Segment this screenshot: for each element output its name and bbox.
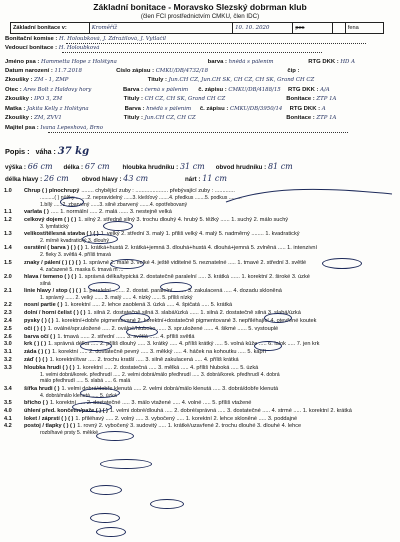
- section-title: krk ( ) ( ): [24, 341, 47, 348]
- section-number: 1.2: [4, 216, 12, 223]
- section-sub-options[interactable]: 1.bílý ......2. zbarvený ......3. silně zbarvený .......4. opotřebovaný: [40, 201, 188, 208]
- dog-name-value[interactable]: Hammetta Hope z Holštýna: [41, 59, 117, 65]
- pen-circle: [150, 499, 184, 509]
- section-options[interactable]: 1. korektní ..... 2. dostatečná ..... 3. mělká ..... 4. příliš hluboká ..... 5. úzká: [76, 364, 259, 371]
- pen-circle: [82, 234, 118, 244]
- section-options[interactable]: 1. korektní+dobře pigmentované 2. korektní+dostatečně pigmentované 3. nepřiléhající 4. otevřené koutek: [55, 318, 317, 324]
- mother-reg-value[interactable]: CMKU/DB/3950/14: [229, 106, 283, 112]
- section-options[interactable]: 1. silný 2. středně silný 3. trochu dlouhý 4. hrubý 5. těžký ...... 1. suchý 2. málo suchý: [78, 216, 289, 223]
- dog-name-label: Jméno psa :: [5, 59, 40, 65]
- bonitation-place-value[interactable]: Kroměříž: [90, 23, 233, 33]
- section-row: [4, 334, 398, 340]
- section-title: záď ( ) ( ): [24, 357, 48, 363]
- section-options[interactable]: 1. tmavá ...... 2. střední ...... 3. světlá ...... 4. příliš světlá: [57, 333, 195, 340]
- pen-circle: [60, 197, 84, 207]
- dog-exam-row: [5, 77, 397, 84]
- section-title: nosní partie ( ): [24, 302, 63, 309]
- head-girth-label: obvod hlavy :: [81, 176, 122, 183]
- section-options[interactable]: 1. velmi dobrá/dobře klenutá ..... 2. velmi dobrá/málo klenutá ..... 3. dobrá/dobře klenutá: [61, 385, 279, 392]
- mother-rtg-value[interactable]: A: [321, 106, 326, 112]
- pen-circle: [96, 527, 126, 537]
- measure-row-1: [5, 162, 397, 173]
- section-sub-options[interactable]: 4. začazené 5. maska 6. tmavá m ...: [40, 266, 124, 273]
- section-title: hloubka hrudi ( ) ( ): [24, 364, 75, 371]
- section-sub-options[interactable]: rozbíhavé prsty 5. měkké: [40, 430, 98, 437]
- section-number: 1.1: [4, 208, 12, 215]
- pen-circle: [96, 431, 134, 441]
- section-title: linie hlavy / stop ( ) ( ): [24, 288, 82, 295]
- section-number: 2.5: [4, 325, 12, 332]
- dog-rtg-value[interactable]: HD A: [340, 59, 355, 65]
- section-number: 3.1: [4, 349, 12, 356]
- section-number: 2.4: [4, 318, 12, 324]
- mother-color-value[interactable]: hnědá s pálením: [146, 106, 192, 112]
- pen-circle: [103, 221, 133, 231]
- leader-underline: [62, 52, 322, 53]
- section-sub-options[interactable]: ..........( ) nůžky ........2. nepravidelný ......3. klešťový .......4. předkus .......5. podkus .........: [40, 195, 242, 201]
- section-number: 2.2: [4, 302, 12, 309]
- chest-girth-label: obvod hrudníku :: [215, 164, 267, 171]
- section-number: 3.0: [4, 341, 12, 348]
- section-title: barva očí ( ): [24, 333, 56, 340]
- bonitation-date-value[interactable]: 10. 10. 2020: [233, 23, 293, 33]
- section-row: [4, 365, 398, 371]
- mother-titles-label: Tituly :: [123, 115, 143, 121]
- section-title: varlata ( ): [24, 208, 49, 215]
- height-label: výška :: [5, 164, 26, 171]
- form-subtitle: (člen FCI prostřednictvím CMKU, člen IDC): [140, 13, 260, 20]
- length-value[interactable]: 67 cm: [84, 162, 110, 171]
- committee-row: [5, 36, 397, 43]
- mother-reg-label: č. zápisu :: [199, 106, 229, 112]
- pen-circle: [90, 513, 120, 523]
- dog-dob-row: [5, 68, 397, 75]
- pen-circle: [264, 313, 292, 323]
- father-exam-value[interactable]: IPO 3, ZM: [34, 96, 63, 102]
- section-options[interactable]: 1. oválné/spr.uložené ..... 2. oválné/hluboko ...... 3. spr.uložené ...... 4. šikmé ...... 5. vystouplé: [47, 325, 279, 332]
- mother-exam-label: Zkoušky :: [5, 115, 33, 121]
- owner-label: Majitel psa :: [5, 125, 39, 131]
- section-number: 3.3: [4, 364, 12, 371]
- father-bon-value[interactable]: ZTP 1A: [316, 96, 337, 102]
- section-title: břicho ( ): [24, 399, 48, 406]
- section-title: celkový dojem ( ) ( ): [24, 216, 77, 223]
- section-row: [4, 245, 398, 251]
- section-row: [4, 217, 398, 223]
- section-row: [4, 341, 398, 347]
- section-options[interactable]: ........ chybějící zuby : ..................... přebývající zuby : .............: [81, 188, 235, 194]
- section-options[interactable]: 1. korektní/tvar ..... 2. trochu kratší ..... 3. silně zakulacená ..... 4. příliš krátká: [49, 357, 239, 363]
- section-options[interactable]: 1. silná 2. dostatečně silná 3. slabá/úzká ...... 1. silná 2. dostatečně silná 3. slabá/úzká: [87, 310, 301, 317]
- table-spacer: [333, 23, 345, 33]
- section-number: 4.1: [4, 415, 12, 422]
- pen-circle: [120, 313, 150, 323]
- height-value[interactable]: 66 cm: [27, 162, 53, 171]
- description-label: Popis :: [5, 147, 30, 156]
- section-row: [4, 400, 398, 406]
- section-number: 2.3: [4, 310, 12, 317]
- pen-circle: [160, 282, 192, 292]
- section-number: 4.2: [4, 423, 12, 430]
- head-length-value[interactable]: 26 cm: [43, 174, 69, 183]
- mother-exam-value[interactable]: ZM, ZVV1: [34, 115, 62, 121]
- section-row: [4, 408, 398, 414]
- sex-bitch-option[interactable]: fena: [347, 25, 359, 31]
- section-sub-options[interactable]: 2. mírně kvadratický 3. dlouhý: [40, 237, 109, 244]
- dog-rtg-label: RTG DKK :: [308, 59, 339, 65]
- section-number: 1.0: [4, 188, 12, 194]
- section-row: [4, 318, 398, 324]
- dog-dob-value[interactable]: 11.7.2018: [54, 68, 82, 74]
- father-rtg-value[interactable]: A/A: [320, 87, 330, 93]
- section-row: [4, 416, 398, 422]
- section-options[interactable]: 1. korektní ..... 2. lehce zaoblená 3. úzká ..... 4. špičatá ..... 5. krátká: [64, 302, 233, 309]
- section-title: znaky / pálení ( ) ( ) ( ): [24, 259, 81, 266]
- section-sub-options[interactable]: málo předhrudí ..... 5. slabá ..... 6. malá: [40, 378, 131, 385]
- mother-exam-row: [5, 115, 397, 122]
- section-title: hlava / temeno ( ) ( ): [24, 273, 77, 280]
- father-reg-value[interactable]: CMKU/DB/4188/15: [228, 87, 281, 93]
- mother-value[interactable]: Jakita Kelly z Holštýna: [26, 106, 89, 112]
- pen-circle: [90, 485, 122, 495]
- section-options[interactable]: 1. rovný 2. vybočený 3. sudovitý ..... 1. krátké/uzavřené 2. trochu dlouhé 3. dlouhé 4. lehce: [77, 423, 302, 430]
- owner-value[interactable]: Ivana Lepeshová, Brno: [40, 125, 103, 131]
- section-number: 1.3: [4, 230, 12, 237]
- weight-value[interactable]: 37 kg: [57, 146, 90, 157]
- mother-bon-label: Bonitace :: [286, 115, 315, 121]
- head-length-label: délka hlavy :: [5, 176, 43, 183]
- section-title: pysky ( ) ( ): [24, 318, 54, 324]
- section-row: [4, 209, 398, 215]
- section-title: loket / záprstí ( ) ( ): [24, 415, 74, 422]
- section-number: 2.0: [4, 273, 12, 280]
- section-title: oči ( ) ( ): [24, 325, 46, 332]
- pen-circle: [80, 341, 112, 351]
- metatarsus-value[interactable]: 11 cm: [202, 174, 227, 183]
- father-reg-label: č. zápisu :: [198, 87, 227, 93]
- length-label: délka :: [63, 164, 84, 171]
- father-exam-label: Zkoušky :: [5, 96, 33, 102]
- dog-color-value[interactable]: hnědá s pálením: [228, 59, 274, 65]
- weight-row: [5, 146, 397, 158]
- sex-dog-option[interactable]: pes: [293, 23, 333, 33]
- mother-label: Matka :: [5, 106, 26, 112]
- section-title: postoj / tlapky ( ) ( ): [24, 423, 76, 430]
- metatarsus-label: nárt :: [184, 176, 201, 183]
- mother-row: [5, 106, 397, 113]
- section-sub-options[interactable]: 4. dobrá/málo klenutá ..... 5. úzká: [40, 392, 117, 399]
- section-sub-options[interactable]: 2. fleky 3. světlá 4. příliš tmavá: [40, 252, 111, 259]
- section-options[interactable]: 1. paralelní ........ 2. dostat. paralelní ........ 3. zakulacená ..... 4. dozadu skloněná: [83, 288, 282, 295]
- father-color-label: Barva :: [122, 87, 143, 93]
- bonitation-place-label: Základní bonitace v:: [11, 23, 90, 33]
- form-title: Základní bonitace - Moravsko Slezský dobrman klub: [93, 2, 307, 12]
- chest-depth-value[interactable]: 31 cm: [179, 162, 205, 171]
- dog-titles-label: Tituly :: [147, 77, 167, 83]
- father-bon-label: Bonitace :: [286, 96, 315, 102]
- section-row: [4, 349, 398, 355]
- section-number: 1.5: [4, 259, 12, 266]
- section-number: 2.6: [4, 333, 12, 340]
- section-options[interactable]: 1. správná délka/typická 2. dostatečně paralelní ..... 3. krátká ...... 1. korektní 2. široké 3. úzké: [78, 273, 310, 280]
- section-options[interactable]: 1. krátká+hustá 2. krátká+jemná 3. dlouhá+hustá 4. dlouhá+jemná 5. zvlněná ..... 1. intenzivní: [84, 245, 318, 252]
- section-options[interactable]: 1. velmi dobré/dlouhá ..... 2. dobré/správná ..... 3. dostatečné ..... 4. strmé ..... 1. korektní 2. krátká: [109, 407, 352, 414]
- section-title: velikost/tělesná stavba ( ) ( ): [24, 230, 99, 237]
- owner-row: [5, 125, 397, 132]
- section-options[interactable]: 1. korektní ..... 2. dostatečné ..... 3. málo vtažené ..... 4. volné ..... 5. příliš vtažené: [49, 399, 252, 406]
- father-rtg-label: RTG DKK :: [288, 87, 319, 93]
- section-title: šířka hrudi ( ): [24, 385, 60, 392]
- pen-circle: [110, 259, 144, 269]
- section-number: 2.1: [4, 288, 12, 295]
- mother-titles-value[interactable]: Jun.CH CZ, CH CZ: [144, 115, 196, 121]
- dog-titles-value[interactable]: Jun.CH CZ, Jun.CH SK, CH CZ, CH SK, Grand CH CZ: [168, 77, 315, 83]
- header-table: [10, 22, 384, 34]
- section-row: [4, 274, 398, 280]
- section-sub-options[interactable]: 1. velmi dobrá/korek. předhrudí ..... 2. velmi dobrá/málo předhrudí ..... 3. dobrá/korek. předhrudí 4. dobrá: [40, 371, 280, 378]
- dog-reg-label: Číslo zápisu :: [116, 68, 155, 74]
- pen-circle: [72, 402, 112, 412]
- pen-stroke: [224, 184, 394, 206]
- mother-color-label: Barva :: [124, 106, 145, 112]
- section-title: dolní / horní čelist ( ) ( ): [24, 310, 86, 317]
- pen-circle: [100, 459, 152, 469]
- section-row: [4, 326, 398, 332]
- father-titles-value[interactable]: CH CZ, CH SK, Grand CH CZ: [144, 96, 226, 102]
- section-number: 1.4: [4, 245, 12, 252]
- father-titles-label: Tituly :: [123, 96, 143, 102]
- section-sub-options[interactable]: 1. správný ...... 2. velký ...... 3. malý ...... 4. nízký ...... 5. příliš nízký: [40, 295, 193, 302]
- dog-name-row: [5, 59, 397, 66]
- section-row: [4, 357, 398, 363]
- section-options[interactable]: 1. správné 2. malé 3. velké 4. ještě viditelné 5. neznatelné ..... 1. tmavé 2. střední 3. světlé: [82, 259, 307, 266]
- section-options[interactable]: 1. korektní ..... 2. dostatečně pevný ..... 3. měkký ..... 4. háček na kohoutku ..... 5. kapří: [52, 349, 267, 356]
- section-title: úhlení před. končetin/paže ( ) ( ): [24, 407, 108, 414]
- section-sub-options[interactable]: 3. lymfatický: [40, 223, 69, 230]
- dog-color-label: barva :: [207, 59, 227, 65]
- committee-label: Bonitační komise :: [5, 36, 58, 42]
- section-row: [4, 310, 398, 316]
- section-options[interactable]: ..... 1. normální ..... 2. malá ...... 3. nestejně velká: [50, 208, 172, 215]
- head-girth-value[interactable]: 43 cm: [123, 174, 149, 183]
- dog-reg-value[interactable]: CMKU/DB/4732/18: [155, 68, 209, 74]
- pen-circle: [80, 388, 120, 398]
- owner-underline: [48, 132, 348, 133]
- pen-circle: [126, 327, 158, 337]
- dog-chip-label: čip :: [287, 68, 300, 74]
- father-label: Otec :: [5, 87, 22, 93]
- section-row: [4, 302, 398, 308]
- mother-rtg-label: RTG DKK :: [289, 106, 321, 112]
- section-title: záda ( ) ( ): [24, 349, 51, 356]
- weight-label: váha :: [35, 149, 56, 156]
- leader-label: Vedoucí bonitace :: [5, 45, 58, 51]
- chest-depth-label: hloubka hrudníku :: [122, 164, 179, 171]
- pen-circle: [254, 341, 282, 351]
- section-number: 3.5: [4, 399, 12, 406]
- section-number: 4.0: [4, 407, 12, 414]
- section-number: 3.2: [4, 357, 12, 363]
- leader-value[interactable]: H. Holoubková: [58, 45, 100, 51]
- pen-circle: [88, 282, 120, 292]
- pen-circle: [322, 258, 362, 269]
- father-exam-row: [5, 96, 397, 103]
- committee-value[interactable]: H. Holoubková, J. Zdražilová, J. Vytlačil: [59, 36, 167, 42]
- section-sub-options[interactable]: silná: [40, 280, 51, 287]
- father-value[interactable]: Ares Bolt z Haldovy hory: [23, 87, 92, 93]
- father-row: [5, 87, 397, 94]
- section-options[interactable]: 1. správná délka ..... 2. příliš dlouhý ..... 3. krátký ..... 4. příliš krátký ..... 5. volná kůže ..... 6. lalok ..... 7. jen krk: [48, 341, 320, 348]
- section-number: 3.4: [4, 385, 12, 392]
- dog-exam-value[interactable]: ZM - 1, ZMP: [34, 77, 69, 83]
- chest-girth-value[interactable]: 81 cm: [267, 162, 293, 171]
- father-color-value[interactable]: černá s pálením: [144, 87, 189, 93]
- mother-bon-value[interactable]: ZTP 1A: [316, 115, 337, 121]
- section-row: [4, 423, 398, 429]
- section-title: Chrup ( ) plnochrupý: [24, 188, 80, 194]
- section-options[interactable]: 1. přiléhavý ..... 2. volný ..... 3. vybočený ..... 1. korektní 2. lehce skloněné ..... 3. poddajné: [75, 415, 298, 422]
- leader-row: [5, 45, 397, 52]
- dog-exam-label: Zkoušky :: [5, 77, 33, 83]
- section-row: [4, 386, 398, 392]
- committee-underline: [66, 43, 366, 44]
- section-options[interactable]: 1. velký 2. střední 3. malý 1. přiliš velký 4. malý 5. nadměrný ........ 1. kvadratický: [100, 230, 300, 237]
- section-row: [4, 288, 398, 294]
- dog-dob-label: Datum narození :: [5, 68, 53, 74]
- section-title: osrstění ( barva ) ( ) ( ): [24, 245, 83, 252]
- section-row: [4, 231, 398, 237]
